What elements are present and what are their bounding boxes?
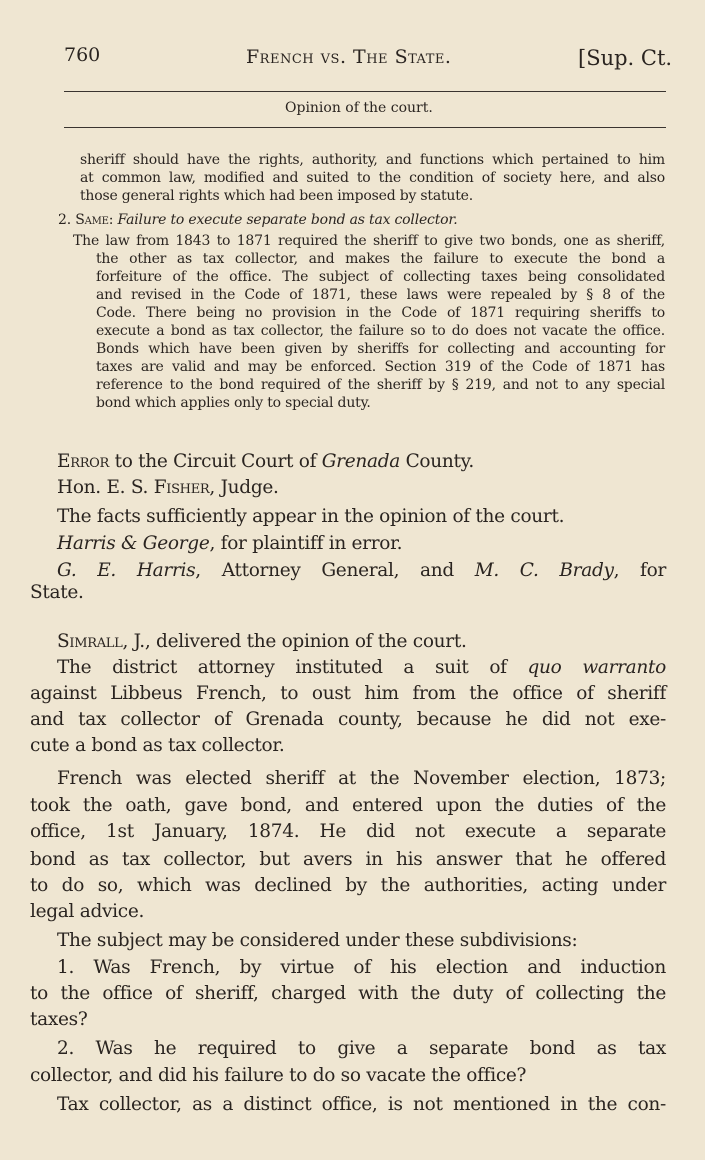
text-segment: The subject may be considered under these subdivisions:: [57, 930, 578, 951]
text-segment: , Judge.: [209, 477, 279, 498]
text-segment: sheriff should have the rights, authority, and functions which pertained to him: [80, 152, 665, 168]
body-line: [57, 476, 666, 500]
headnote-line: [96, 394, 665, 412]
headnote-line: [96, 322, 665, 340]
text-segment: office, 1st January, 1874. He did not execute a separate: [30, 821, 666, 842]
text-segment: , for: [613, 560, 666, 581]
text-segment: bond as tax collector, but avers in his answer that he offered: [30, 849, 666, 870]
body-line: [57, 559, 666, 583]
body-line: [30, 734, 666, 758]
headnote-line: [96, 250, 665, 268]
body-line: [30, 1008, 666, 1032]
page-number: 760: [64, 44, 101, 66]
running-title: French vs. The State.: [246, 46, 452, 68]
text-segment: 2.: [58, 212, 76, 228]
court-label: [Sup. Ct.: [578, 46, 673, 70]
text-segment: , for plaintiff in error.: [209, 533, 403, 554]
text-segment: Bonds which have been given by sheriffs for collecting and accounting for: [96, 341, 665, 357]
headnote-line: [96, 358, 665, 376]
text-segment: to the office of sheriff, charged with the duty of collecting the: [30, 983, 666, 1004]
body-line: [30, 794, 666, 818]
body-line: [30, 900, 666, 924]
text-segment: execute a bond as tax collector, the failure so to do does not vacate the office.: [96, 323, 665, 339]
italic-text: Harris & George: [57, 533, 210, 554]
headnote-line: [96, 286, 665, 304]
body-line: [57, 505, 666, 529]
text-segment: took the oath, gave bond, and entered upon the duties of the: [30, 795, 666, 816]
small-caps-text: Error: [57, 451, 110, 472]
body-line: [30, 874, 666, 898]
italic-text: G. E. Harris: [57, 560, 196, 581]
headnote-line: [80, 169, 665, 187]
text-segment: Hon. E. S.: [57, 477, 154, 498]
text-segment: The facts sufficiently appear in the opinion of the court.: [57, 506, 565, 527]
text-segment: The district attorney instituted a suit of: [57, 657, 528, 678]
text-segment: taxes are valid and may be enforced. Section 319 of the Code of 1871 has: [96, 359, 665, 375]
body-line: [30, 982, 666, 1006]
text-segment: and revised in the Code of 1871, these laws were repealed by § 8 of the: [96, 287, 665, 303]
text-segment: County.: [400, 451, 474, 472]
text-segment: reference to the bond required of the sheriff by § 219, and not to any special: [96, 377, 665, 393]
text-segment: The law from 1843 to 1871 required the sheriff to give two bonds, one as sheriff,: [73, 233, 665, 249]
text-segment: and tax collector of Grenada county, because he did not exe-: [30, 709, 666, 730]
body-line: [30, 682, 666, 706]
body-line: [57, 630, 666, 654]
headnote-line: [96, 304, 665, 322]
text-segment: the other as tax collector, and makes the failure to execute the bond a: [96, 251, 665, 267]
italic-text: M. C. Brady: [474, 560, 614, 581]
text-segment: French was elected sheriff at the November election, 1873;: [57, 768, 666, 789]
text-segment: bond which applies only to special duty.: [96, 395, 371, 411]
text-segment: taxes?: [30, 1009, 88, 1030]
body-line: [57, 956, 666, 980]
header-rule-top: [64, 91, 666, 92]
small-caps-text: Same:: [75, 212, 114, 228]
italic-text: Failure to execute separate bond as tax collector.: [113, 212, 458, 228]
italic-text: Grenada: [321, 451, 400, 472]
text-segment: State.: [30, 582, 84, 603]
body-line: [57, 656, 666, 680]
body-line: [57, 767, 666, 791]
body-line: [30, 820, 666, 844]
text-segment: to do so, which was declined by the authorities, acting under: [30, 875, 666, 896]
text-segment: 1. Was French, by virtue of his election and induction: [57, 957, 666, 978]
text-segment: to the Circuit Court of: [109, 451, 322, 472]
headnote-line: [58, 211, 665, 229]
text-segment: legal advice.: [30, 901, 145, 922]
text-segment: 2. Was he required to give a separate bond as tax: [57, 1038, 666, 1059]
text-segment: cute a bond as tax collector.: [30, 735, 285, 756]
headnote-line: [73, 232, 665, 250]
body-line: [57, 1093, 666, 1117]
body-line: [57, 532, 666, 556]
body-line: [30, 1064, 666, 1088]
headnote-line: [96, 268, 665, 286]
italic-text: quo warranto: [527, 657, 666, 678]
headnote-line: [96, 340, 665, 358]
headnote-line: [80, 151, 665, 169]
header-rule-bottom: [64, 127, 666, 128]
headnote-line: [96, 376, 665, 394]
body-line: [57, 450, 666, 474]
headnote-line: [80, 187, 665, 205]
text-segment: , Attorney General, and: [195, 560, 475, 581]
text-segment: , J., delivered the opinion of the court.: [122, 631, 467, 652]
text-segment: those general rights which had been imposed by statute.: [80, 188, 473, 204]
body-line: [57, 929, 666, 953]
body-line: [30, 581, 666, 605]
small-caps-text: Fisher: [153, 477, 210, 498]
section-title: Opinion of the court.: [285, 100, 433, 116]
text-segment: Tax collector, as a distinct office, is not mentioned in the con-: [57, 1094, 666, 1115]
text-segment: against Libbeus French, to oust him from the office of sheriff: [30, 683, 666, 704]
text-segment: collector, and did his failure to do so vacate the office?: [30, 1065, 527, 1086]
text-segment: at common law, modified and suited to the condition of society here, and also: [80, 170, 665, 186]
text-segment: Code. There being no provision in the Code of 1871 requiring sheriffs to: [96, 305, 665, 321]
body-line: [30, 708, 666, 732]
small-caps-text: Simrall: [57, 631, 123, 652]
body-line: [30, 848, 666, 872]
body-line: [57, 1037, 666, 1061]
text-segment: forfeiture of the office. The subject of collecting taxes being consolidated: [96, 269, 665, 285]
